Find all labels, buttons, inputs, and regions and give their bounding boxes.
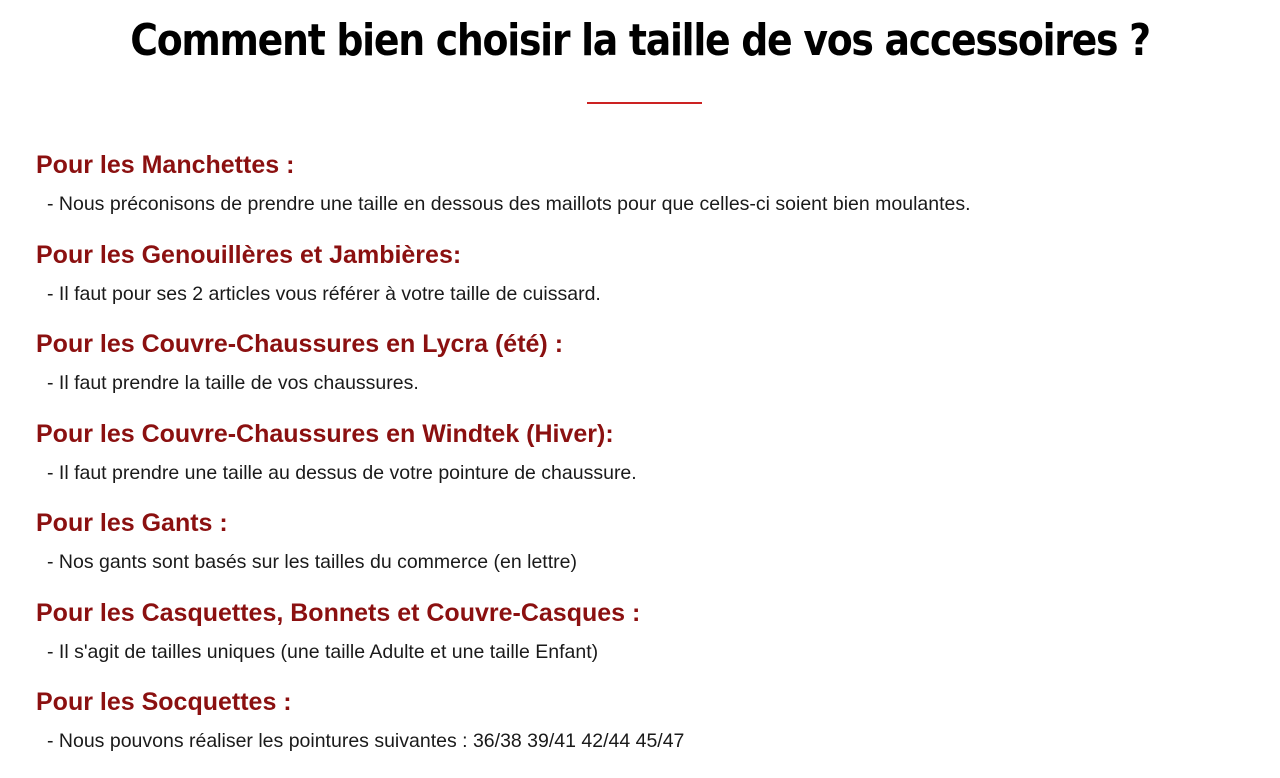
section-socquettes [36,685,1246,775]
section-text: - Il faut pour ses 2 articles vous référer à votre taille de cuissard. [47,282,601,305]
section-heading: Pour les Couvre-Chaussures en Windtek (Hiver): [36,419,614,448]
section-heading: Pour les Gants : [36,509,228,537]
section-heading: Pour les Couvre-Chaussures en Lycra (été) : [36,330,564,358]
section-text: - Il faut prendre une taille au dessus de votre pointure de chaussure. [47,461,637,484]
section-manchettes [36,148,1246,238]
page-title: Comment bien choisir la taille de vos accessoires ? [130,15,1150,66]
section-gants [36,506,1246,596]
section-heading: Pour les Casquettes, Bonnets et Couvre-Casques : [36,598,641,627]
section-casquettes-bonnets [36,596,1246,686]
section-heading: Pour les Manchettes : [36,151,295,179]
section-text: - Nous préconisons de prendre une taille en dessous des maillots pour que celles-ci soient bien moulantes. [47,193,971,215]
section-couvre-chaussures-windtek [36,417,1246,507]
section-couvre-chaussures-lycra [36,327,1246,417]
section-text: - Il s'agit de tailles uniques (une taille Adulte et une taille Enfant) [47,640,599,663]
section-text: - Il faut prendre la taille de vos chaussures. [47,372,419,394]
section-genouilleres-jambieres [36,238,1246,328]
section-text: - Nous pouvons réaliser les pointures suivantes : 36/38 39/41 42/44 45/47 [47,730,685,752]
section-text: - Nos gants sont basés sur les tailles du commerce (en lettre) [47,551,577,573]
section-heading: Pour les Genouillères et Jambières: [36,240,462,269]
section-heading: Pour les Socquettes : [36,688,292,716]
title-underline-divider [587,102,702,104]
size-guide-sections [36,148,1246,775]
